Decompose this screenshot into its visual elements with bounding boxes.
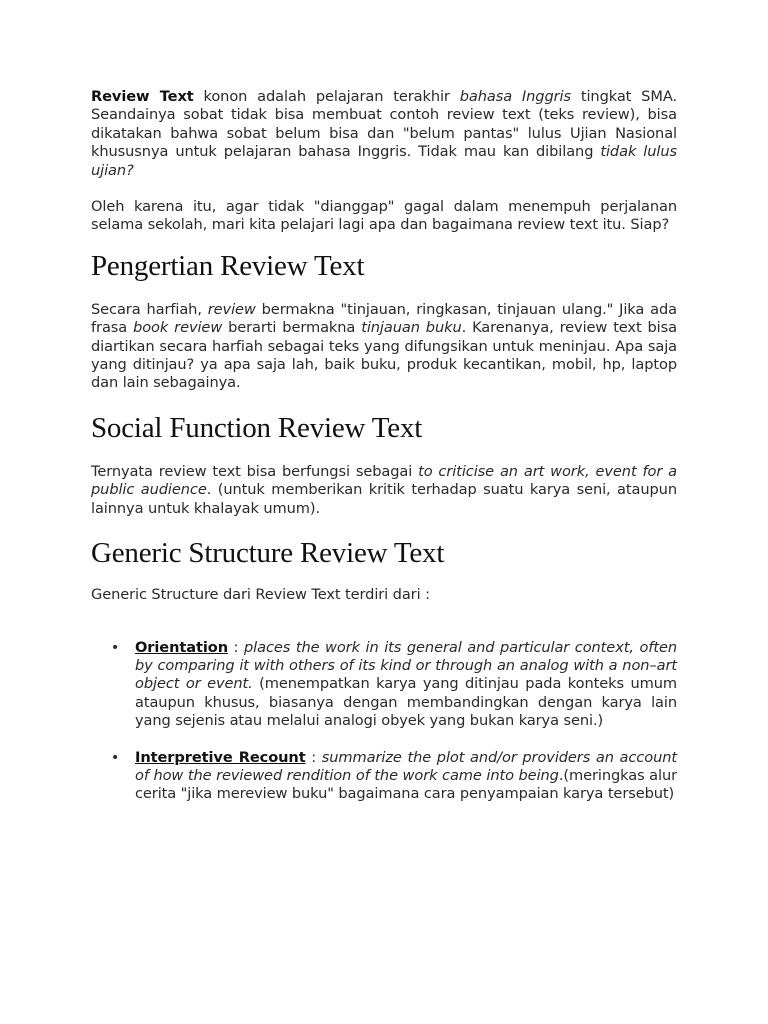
list-item-orientation [91, 639, 677, 731]
intro-bold-term: Review Text [91, 88, 194, 105]
separator: : [228, 638, 244, 656]
translation-text: .(meringkas alur cerita "jika mereview buku" bagaimana cara penyampaian karya tersebut) [135, 766, 678, 803]
text-run: Secara harfiah, [91, 300, 208, 318]
italic-run: book review [133, 319, 223, 337]
italic-run: bahasa Inggris [459, 88, 571, 105]
definition-text: places the work in its general and particular context, often by comparing it with others of its kind or through an analog with a non–art object or event. [135, 638, 677, 693]
list-item-interpretive-recount [91, 749, 677, 804]
italic-run: review [207, 300, 256, 318]
pengertian-paragraph [91, 301, 677, 393]
bullet-icon: • [111, 749, 120, 766]
term-interpretive-recount: Interpretive Recount [135, 748, 306, 766]
text-run: bermakna "tinjauan, ringkasan, tinjauan ulang." Jika ada frasa [91, 300, 677, 337]
italic-run: tidak lulus ujian? [91, 143, 677, 179]
document-page [91, 88, 677, 804]
list-item-text [135, 639, 677, 731]
definition-text: summarize the plot and/or providers an account of how the reviewed rendition of the work came into being [135, 748, 677, 784]
heading-pengertian: Pengertian Review Text [91, 249, 365, 282]
text-run: tingkat SMA. Seandainya sobat tidak bisa membuat contoh review text (teks review), bisa dikatakan bahwa sobat belum bisa dan "belum pantas" lulus Ujian Nasional khususnya untuk pelajaran bahasa Inggris. Tidak mau kan dibilang [91, 88, 677, 161]
text-run: konon adalah pelajaran terakhir [193, 88, 460, 105]
italic-run: tinjauan buku [361, 319, 462, 337]
bullet-icon: • [111, 639, 120, 656]
text-run: . Karenanya, review text bisa diartikan secara harfiah sebagai teks yang difungsikan untuk meninjau. Apa saja yang ditinjau? ya apa saja lah, baik buku, produk kecantikan, mobil, hp, laptop dan lain sebagainya. [91, 319, 677, 392]
social-function-paragraph [91, 463, 677, 518]
text-run: . (untuk memberikan kritik terhadap suatu karya seni, ataupun lainnya untuk khalayak umum). [91, 481, 677, 517]
intro-paragraph-1 [91, 88, 677, 180]
heading-generic-structure: Generic Structure Review Text [91, 537, 445, 570]
generic-structure-list [91, 639, 677, 804]
heading-social-function: Social Function Review Text [91, 411, 423, 444]
list-item-text [135, 749, 677, 804]
text-run: Ternyata review text bisa berfungsi sebagai [91, 462, 419, 480]
separator: : [305, 748, 322, 766]
term-orientation: Orientation [135, 638, 229, 656]
translation-text: (menempatkan karya yang ditinjau pada konteks umum ataupun khusus, biasanya dengan membandingkan dengan karya lain yang sejenis atau melalui analogi obyek yang bukan karya seni.) [135, 675, 677, 730]
italic-run: to criticise an art work, event for a public audience [91, 462, 677, 499]
intro-paragraph-2: Oleh karena itu, agar tidak "dianggap" gagal dalam menempuh perjalanan selama sekolah, mari kita pelajari lagi apa dan bagaimana review text itu. Siap? [91, 198, 677, 234]
text-run: berarti bermakna [222, 319, 362, 337]
generic-structure-intro: Generic Structure dari Review Text terdiri dari : [91, 586, 430, 604]
